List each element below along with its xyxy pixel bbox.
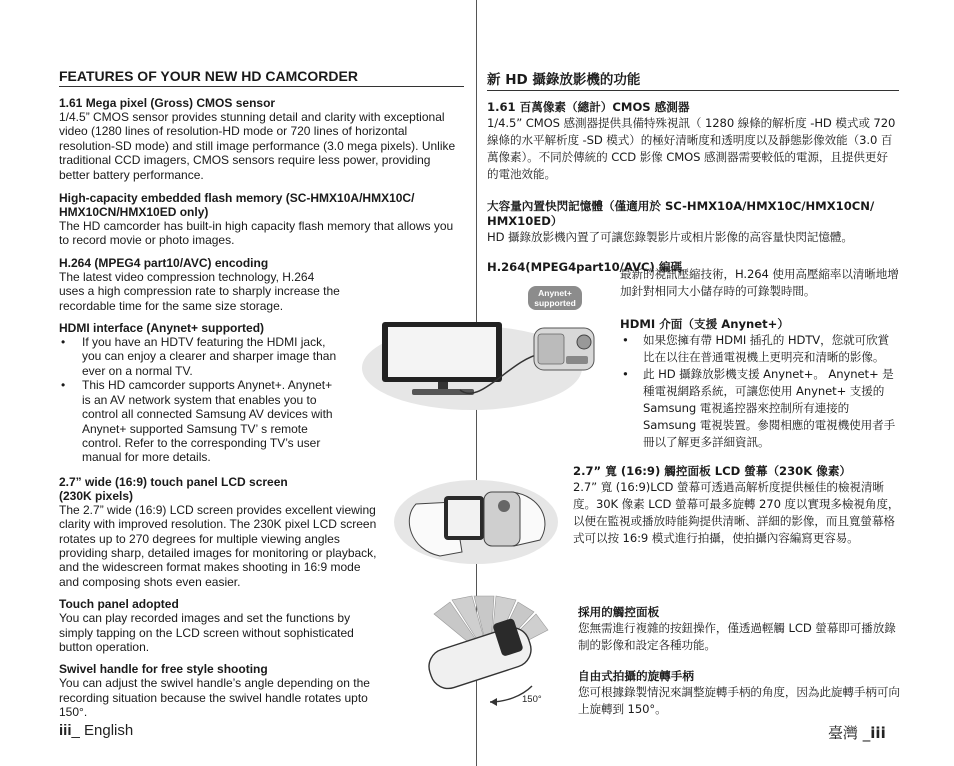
feature-cmos-body: 1/4.5” CMOS sensor provides stunning detail and clarity with exceptional video (1280 lines of resolution-HD mode or 720 lines of horizontal resolution-SD mode) and still image performance (3.0 mega pixels). Unlike traditional CCD imagers, CMOS sensors require less power, providing better battery performance. <box>59 110 456 182</box>
cn-feature-hdmi-bullet-1: • 如果您擁有帶 HDMI 插孔的 HDTV，您就可欣賞比在以往在普通電視機上更明亮和清晰的影像。 <box>620 332 900 366</box>
feature-flash-title: High-capacity embedded flash memory (SC-HMX10A/HMX10C/ HMX10CN/HMX10ED only) <box>59 191 415 220</box>
cn-feature-flash-title: 大容量內置快閃記憶體（僅適用於 SC-HMX10A/HMX10C/HMX10CN/ HMX10ED） <box>487 199 875 228</box>
cn-feature-swivel-title: 自由式拍攝的旋轉手柄 <box>578 669 694 683</box>
anynet-badge-label-1: Anynet+ <box>538 288 572 298</box>
footer-left <box>59 722 133 739</box>
cn-feature-touch <box>578 605 900 654</box>
footer-language-right: 臺灣 _ <box>828 724 871 742</box>
cn-feature-swivel-body: 您可根據錄製情況來調整旋轉手柄的角度，因為此旋轉手柄可向上旋轉到 150°。 <box>578 685 900 716</box>
cn-feature-hdmi-bullet-2: • 此 HD 攝錄放影機支援 Anynet+。 Anynet+ 是種電視網路系統，可讓您使用 Anynet+ 支援的 Samsung 電視遙控器來控制所有連接的 Samsung 電視裝置。參閱相應的電視機使用者手冊以了解更多詳細資訊。 <box>620 366 900 451</box>
feature-hdmi-bullet-1: • If you have an HDTV featuring the HDMI jack, you can enjoy a clearer and sharper image than ever on a normal TV. <box>59 335 341 378</box>
cn-feature-cmos-body: 1/4.5” CMOS 感測器提供具備特殊視訊（ 1280 線條的解析度 -HD 模式或 720 線條的水平解析度 -SD 模式）的極好清晰度和透明度以及靜態影像效能（3.0 百萬像素）。不同於傳統的 CCD 影像 CMOS 感測器需要較低的電源，且提供更好的電池效能。 <box>487 116 896 181</box>
cn-feature-hdmi <box>620 317 900 451</box>
cn-feature-lcd-title: 2.7” 寬 (16:9) 觸控面板 LCD 螢幕（230K 像素） <box>573 464 852 478</box>
lcd-touch-illustration <box>392 462 570 574</box>
cn-feature-h264-title: H.264(MPEG4part10/AVC) 編碼 <box>487 260 683 274</box>
feature-h264-title: H.264 (MPEG4 part10/AVC) encoding <box>59 255 269 270</box>
page-number-left: iii <box>59 722 72 739</box>
anynet-badge-label-2: supported <box>534 298 576 308</box>
feature-hdmi-list <box>59 335 341 465</box>
hdmi-connection-illustration <box>360 282 610 414</box>
feature-swivel-body: You can adjust the swivel handle’s angle depending on the recording situation because the swivel handle rotates upto 150°. <box>59 676 370 720</box>
feature-hdmi-bullet-2: • This HD camcorder supports Anynet+. Anynet+ is an AV network system that enables you to control all connected Samsung AV devices with Anynet+ supported Samsung TV’ s remote control. Refer to the corresponding TV’s user manual for more details. <box>59 378 341 464</box>
cn-feature-swivel <box>578 669 900 718</box>
feature-touch-title: Touch panel adopted <box>59 597 179 612</box>
cn-feature-cmos-title: 1.61 百萬像素（總計）CMOS 感測器 <box>487 100 690 114</box>
english-heading: FEATURES OF YOUR NEW HD CAMCORDER <box>59 68 464 87</box>
feature-hdmi-title: HDMI interface (Anynet+ supported) <box>59 321 265 336</box>
chinese-heading: 新 HD 攝錄放影機的功能 <box>487 68 899 91</box>
cn-feature-lcd-body: 2.7” 寬 (16:9)LCD 螢幕可透過高解析度提供極佳的檢視清晰度。30K 像素 LCD 螢幕可最多旋轉 270 度以實現多檢視角度，以便在監視或播放時能夠提供清晰、詳細的影像，而且寬螢幕格式可以按 16:9 模式進行拍攝，使拍攝內容編寫更容易。 <box>573 480 900 545</box>
cn-feature-h264-body: 最新的視訊壓縮技術，H.264 使用高壓縮率以清晰地增加針對相同大小儲存時的可錄製時間。 <box>620 267 899 298</box>
cn-feature-touch-body: 您無需進行複雜的按鈕操作，僅透過輕觸 LCD 螢幕即可播放錄制的影像和設定各種功能。 <box>578 621 896 652</box>
camcorder-icon <box>534 328 594 370</box>
camcorder-icon <box>444 492 520 546</box>
cn-feature-touch-title: 採用的觸控面板 <box>578 605 660 619</box>
arrow-head-icon <box>490 698 497 706</box>
page-number-right: iii <box>870 724 886 742</box>
chinese-column <box>487 68 899 275</box>
feature-lcd-body: The 2.7” wide (16:9) LCD screen provides excellent viewing clarity with improved resolution. The 230K pixel LCD screen rotates up to 270 degrees for multiple viewing angles providing sharp, detailed images for monitoring or playback, and the widescreen format makes shooting in 16:9 mode and composing shots even easier. <box>59 502 377 589</box>
anynet-badge <box>528 286 582 310</box>
angle-label: 150° <box>522 694 542 705</box>
feature-cmos-title: 1.61 Mega pixel (Gross) CMOS sensor <box>59 96 276 110</box>
swivel-handle-illustration <box>410 590 560 715</box>
cn-feature-hdmi-title: HDMI 介面（支援 Anynet+） <box>620 317 789 331</box>
footer-language-left: _ English <box>71 722 134 739</box>
feature-h264-body: The latest video compression technology, H.264 uses a high compression rate to sharply increase the recordable time for the same size storage. <box>59 269 340 313</box>
feature-lcd-title: 2.7” wide (16:9) touch panel LCD screen (230K pixels) <box>59 474 288 503</box>
cn-feature-lcd <box>573 464 900 547</box>
feature-swivel-title: Swivel handle for free style shooting <box>59 662 268 677</box>
feature-flash-body: The HD camcorder has built-in high capacity flash memory that allows you to record movie or photo images. <box>59 219 454 248</box>
cn-feature-flash-body: HD 攝錄放影機內置了可讓您錄製影片或相片影像的高容量快閃記憶體。 <box>487 230 853 244</box>
feature-touch-body: You can play recorded images and set the functions by simply tapping on the LCD screen without sophisticated button operation. <box>59 611 354 654</box>
footer-right <box>828 722 886 743</box>
cn-feature-hdmi-list <box>620 332 900 451</box>
